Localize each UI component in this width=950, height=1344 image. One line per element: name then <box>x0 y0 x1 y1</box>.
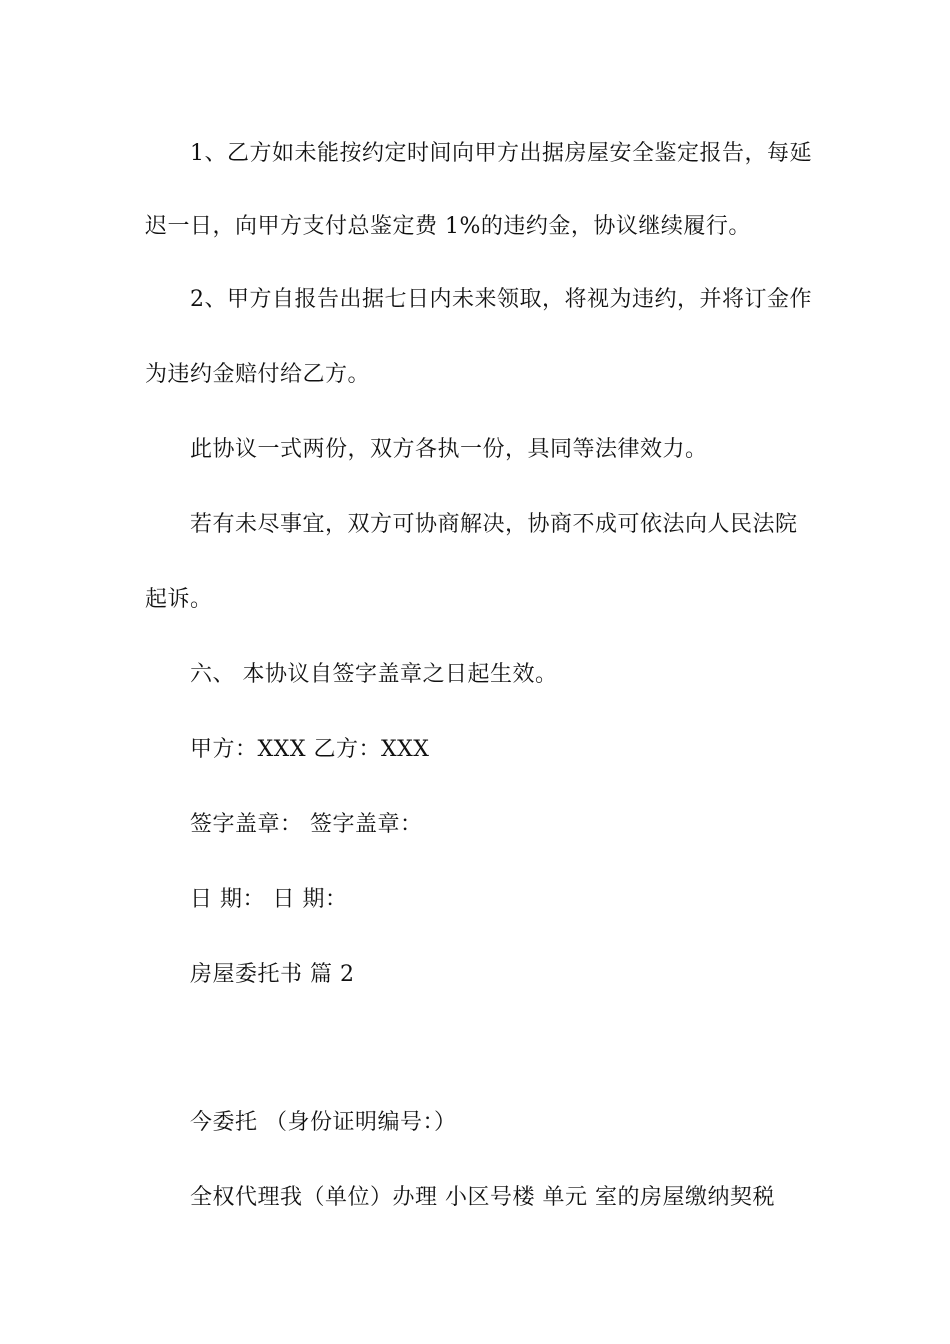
paragraph-line-7: 起诉。 <box>145 587 213 612</box>
signature-line: 签字盖章： 签字盖章： <box>190 812 423 837</box>
entrust-line: 今委托 （身份证明编号：） <box>190 1110 457 1135</box>
paragraph-line-6: 若有未尽事宜，双方可协商解决，协商不成可依法向人民法院 <box>190 512 798 537</box>
parties-line: 甲方：XXX 乙方：XXX <box>190 737 430 762</box>
clause-six-line: 六、 本协议自签字盖章之日起生效。 <box>190 662 558 687</box>
paragraph-line-4: 为违约金赔付给乙方。 <box>145 362 371 387</box>
paragraph-line-2: 迟一日，向甲方支付总鉴定费 1%的违约金，协议继续履行。 <box>145 214 751 239</box>
paragraph-line-5: 此协议一式两份，双方各执一份，具同等法律效力。 <box>190 437 708 462</box>
paragraph-line-3: 2、甲方自报告出据七日内未来领取，将视为违约，并将订金作 <box>190 287 812 312</box>
authorization-line: 全权代理我（单位）办理 小区号楼 单元 室的房屋缴纳契税 <box>190 1185 775 1210</box>
paragraph-line-1: 1、乙方如未能按约定时间向甲方出据房屋安全鉴定报告，每延 <box>190 141 812 166</box>
section-title: 房屋委托书 篇 2 <box>190 962 355 987</box>
date-line: 日 期： 日 期： <box>190 887 348 912</box>
